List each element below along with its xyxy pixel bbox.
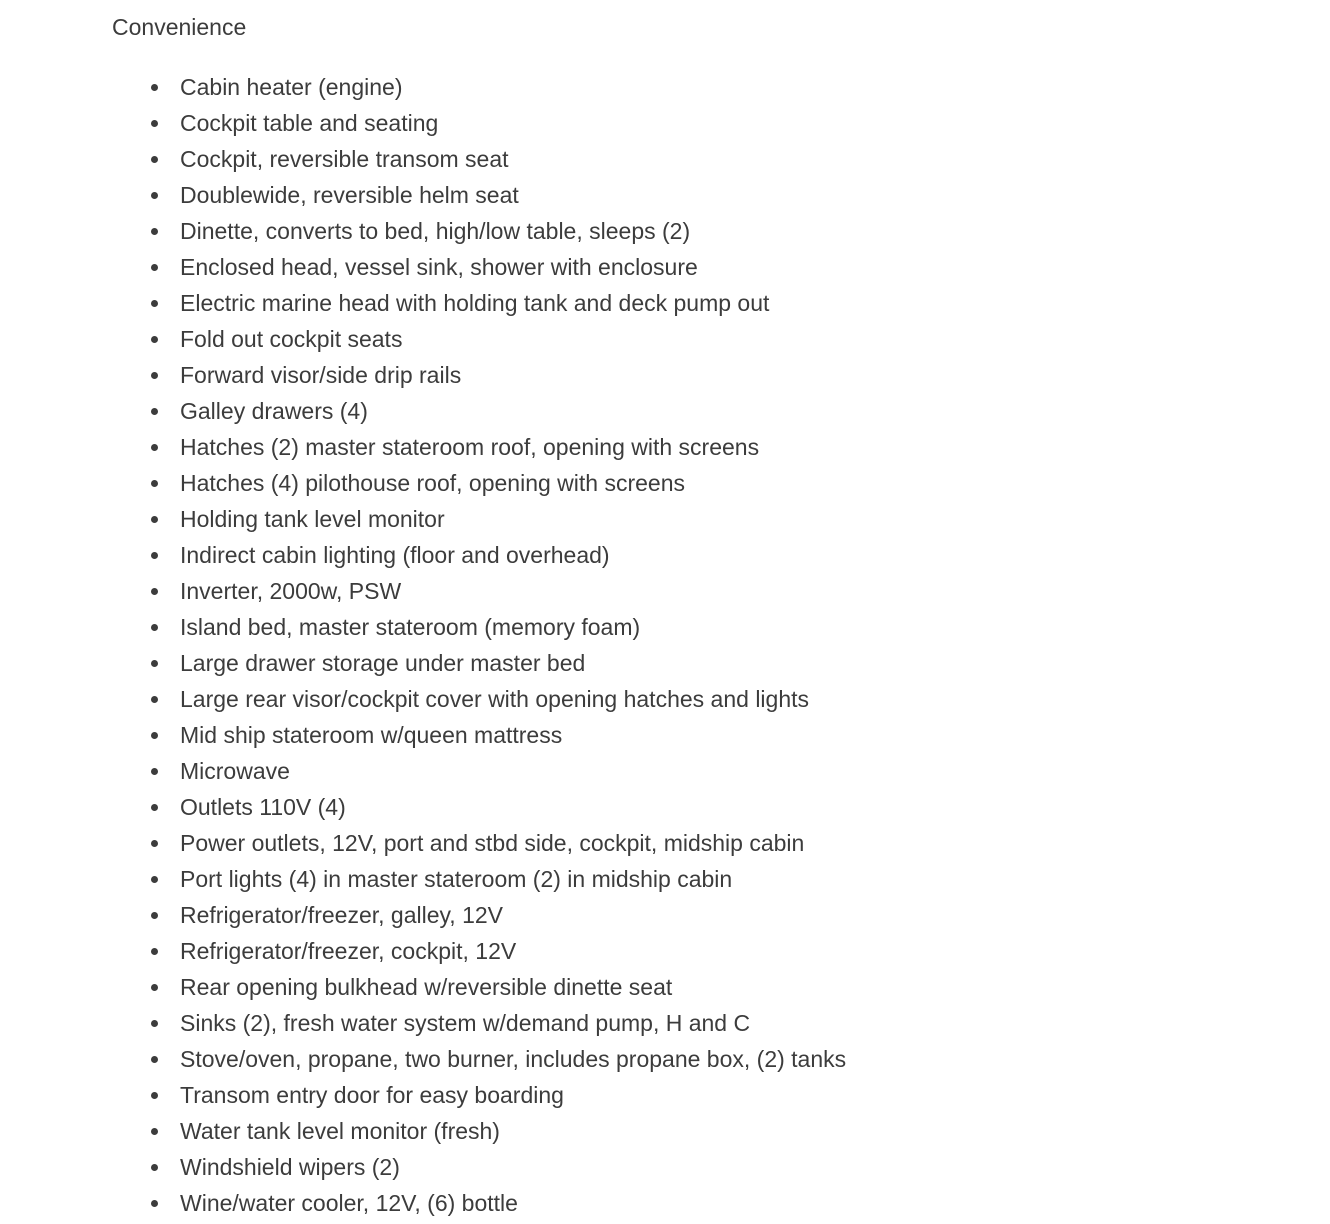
bullet-icon	[151, 156, 158, 163]
list-item	[180, 105, 846, 141]
list-item-text: Microwave	[180, 758, 290, 784]
bullet-icon	[151, 300, 158, 307]
list-item-text: Sinks (2), fresh water system w/demand pump, H and C	[180, 1010, 751, 1036]
bullet-icon	[151, 984, 158, 991]
list-item	[180, 573, 846, 609]
list-item	[180, 357, 846, 393]
list-item	[180, 933, 846, 969]
bullet-icon	[151, 408, 158, 415]
list-item-text: Power outlets, 12V, port and stbd side, cockpit, midship cabin	[180, 830, 805, 856]
list-item-text: Indirect cabin lighting (floor and overhead)	[180, 542, 610, 568]
list-item	[180, 249, 846, 285]
section-title: Convenience	[112, 14, 247, 40]
bullet-icon	[151, 336, 158, 343]
bullet-icon	[151, 84, 158, 91]
list-item	[180, 897, 846, 933]
list-item-text: Outlets 110V (4)	[180, 794, 346, 820]
list-item	[180, 1185, 846, 1221]
bullet-icon	[151, 696, 158, 703]
bullet-icon	[151, 948, 158, 955]
list-item-text: Forward visor/side drip rails	[180, 362, 462, 388]
list-item	[180, 465, 846, 501]
bullet-icon	[151, 228, 158, 235]
list-item-text: Island bed, master stateroom (memory foam)	[180, 614, 641, 640]
bullet-icon	[151, 1020, 158, 1027]
bullet-icon	[151, 264, 158, 271]
list-item-text: Transom entry door for easy boarding	[180, 1082, 564, 1108]
list-item-text: Wine/water cooler, 12V, (6) bottle	[180, 1190, 518, 1216]
list-item-text: Dinette, converts to bed, high/low table, sleeps (2)	[180, 218, 691, 244]
list-item-text: Port lights (4) in master stateroom (2) in midship cabin	[180, 866, 733, 892]
list-item-text: Large rear visor/cockpit cover with opening hatches and lights	[180, 686, 810, 712]
list-item	[180, 177, 846, 213]
list-item	[180, 789, 846, 825]
list-item	[180, 681, 846, 717]
list-item	[180, 213, 846, 249]
list-item-text: Hatches (4) pilothouse roof, opening with screens	[180, 470, 686, 496]
list-item	[180, 1149, 846, 1185]
list-item	[180, 717, 846, 753]
list-item-text: Hatches (2) master stateroom roof, opening with screens	[180, 434, 760, 460]
list-item	[180, 1005, 846, 1041]
bullet-icon	[151, 372, 158, 379]
bullet-icon	[151, 552, 158, 559]
bullet-icon	[151, 624, 158, 631]
list-item-text: Galley drawers (4)	[180, 398, 368, 424]
list-item-text: Cockpit table and seating	[180, 110, 439, 136]
bullet-icon	[151, 768, 158, 775]
list-item-text: Enclosed head, vessel sink, shower with enclosure	[180, 254, 698, 280]
list-item	[180, 501, 846, 537]
bullet-icon	[151, 480, 158, 487]
list-item-text: Refrigerator/freezer, galley, 12V	[180, 902, 504, 928]
list-item-text: Cabin heater (engine)	[180, 74, 403, 100]
bullet-icon	[151, 192, 158, 199]
list-item	[180, 609, 846, 645]
list-item-text: Doublewide, reversible helm seat	[180, 182, 519, 208]
list-item	[180, 969, 846, 1005]
bullet-icon	[151, 444, 158, 451]
list-item-text: Refrigerator/freezer, cockpit, 12V	[180, 938, 517, 964]
list-item-text: Stove/oven, propane, two burner, includes propane box, (2) tanks	[180, 1046, 847, 1072]
bullet-icon	[151, 732, 158, 739]
bullet-icon	[151, 660, 158, 667]
list-item	[180, 141, 846, 177]
bullet-icon	[151, 588, 158, 595]
bullet-icon	[151, 1056, 158, 1063]
bullet-icon	[151, 1092, 158, 1099]
bullet-icon	[151, 840, 158, 847]
list-item-text: Holding tank level monitor	[180, 506, 445, 532]
bullet-icon	[151, 1128, 158, 1135]
list-item-text: Mid ship stateroom w/queen mattress	[180, 722, 563, 748]
list-item	[180, 321, 846, 357]
bullet-icon	[151, 876, 158, 883]
feature-list	[180, 69, 846, 1221]
list-item	[180, 285, 846, 321]
list-item-text: Electric marine head with holding tank and deck pump out	[180, 290, 770, 316]
bullet-icon	[151, 1200, 158, 1207]
list-item	[180, 861, 846, 897]
list-item	[180, 1041, 846, 1077]
list-item-text: Rear opening bulkhead w/reversible dinette seat	[180, 974, 673, 1000]
list-item	[180, 825, 846, 861]
bullet-icon	[151, 1164, 158, 1171]
list-item	[180, 1113, 846, 1149]
list-item	[180, 429, 846, 465]
list-item	[180, 753, 846, 789]
list-item-text: Windshield wipers (2)	[180, 1154, 400, 1180]
list-item	[180, 1077, 846, 1113]
list-item-text: Large drawer storage under master bed	[180, 650, 586, 676]
list-item	[180, 645, 846, 681]
list-item-text: Fold out cockpit seats	[180, 326, 403, 352]
bullet-icon	[151, 516, 158, 523]
list-item	[180, 69, 846, 105]
bullet-icon	[151, 912, 158, 919]
list-item-text: Inverter, 2000w, PSW	[180, 578, 402, 604]
list-item-text: Cockpit, reversible transom seat	[180, 146, 509, 172]
bullet-icon	[151, 804, 158, 811]
list-item	[180, 537, 846, 573]
list-item-text: Water tank level monitor (fresh)	[180, 1118, 500, 1144]
bullet-icon	[151, 120, 158, 127]
list-item	[180, 393, 846, 429]
